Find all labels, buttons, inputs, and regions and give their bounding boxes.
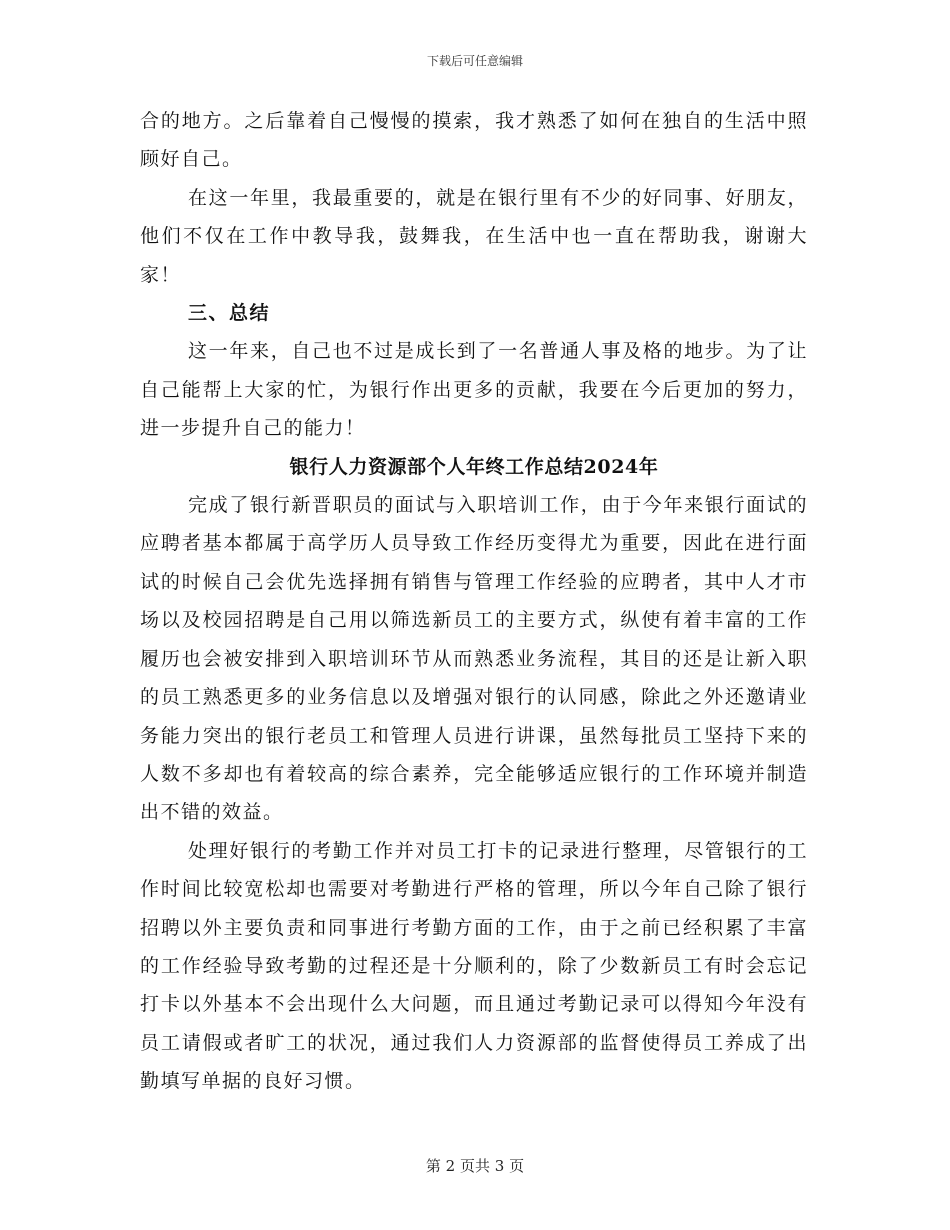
page-footer: 第 2 页共 3 页 — [425, 1157, 525, 1175]
document-title: 银行人力资源部个人年终工作总结2024年 — [289, 455, 659, 478]
paragraph-recruitment: 完成了银行新晋职员的面试与入职培训工作，由于今年来银行面试的应聘者基本都属于高学历人员导致工作经历变得尤为重要，因此在进行面试的时候自己会优先选择拥有销售与管理工作经验的应聘者，其中人才市场以及校园招聘是自己用以筛选新员工的主要方式，纵使有着丰富的工作履历也会被安排到入职培训环节从而熟悉业务流程，其目的还是让新入职的员工熟悉更多的业务信息以及增强对银行的认同感，除此之外还邀请业务能力突出的银行老员工和管理人员进行讲课，虽然每批员工坚持下来的人数不多却也有着较高的综合素养，完全能够适应银行的工作环境并制造出不错的效益。 — [140, 494, 808, 824]
paragraph-attendance: 处理好银行的考勤工作并对员工打卡的记录进行整理，尽管银行的工作时间比较宽松却也需要对考勤进行严格的管理，所以今年自己除了银行招聘以外主要负责和同事进行考勤方面的工作，由于之前已经积累了丰富的工作经验导致考勤的过程还是十分顺利的，除了少数新员工有时会忘记打卡以外基本不会出现什么大问题，而且通过考勤记录可以得知今年没有员工请假或者旷工的状况，通过我们人力资源部的监督使得员工养成了出勤填写单据的良好习惯。 — [140, 839, 808, 1093]
page-header: 下载后可任意编辑 — [426, 54, 523, 68]
document-body — [140, 102, 808, 1101]
paragraph-thanks: 在这一年里，我最重要的，就是在银行里有不少的好同事、好朋友，他们不仅在工作中教导我，鼓舞我，在生活中也一直在帮助我，谢谢大家！ — [140, 186, 808, 286]
paragraph-continued: 合的地方。之后靠着自己慢慢的摸索，我才熟悉了如何在独自的生活中照顾好自己。 — [140, 110, 808, 171]
paragraph-summary: 这一年来，自己也不过是成长到了一名普通人事及格的地步。为了让自己能帮上大家的忙，为银行作出更多的贡献，我要在今后更加的努力，进一步提升自己的能力！ — [140, 340, 808, 440]
section-heading-summary: 三、总结 — [188, 302, 271, 325]
